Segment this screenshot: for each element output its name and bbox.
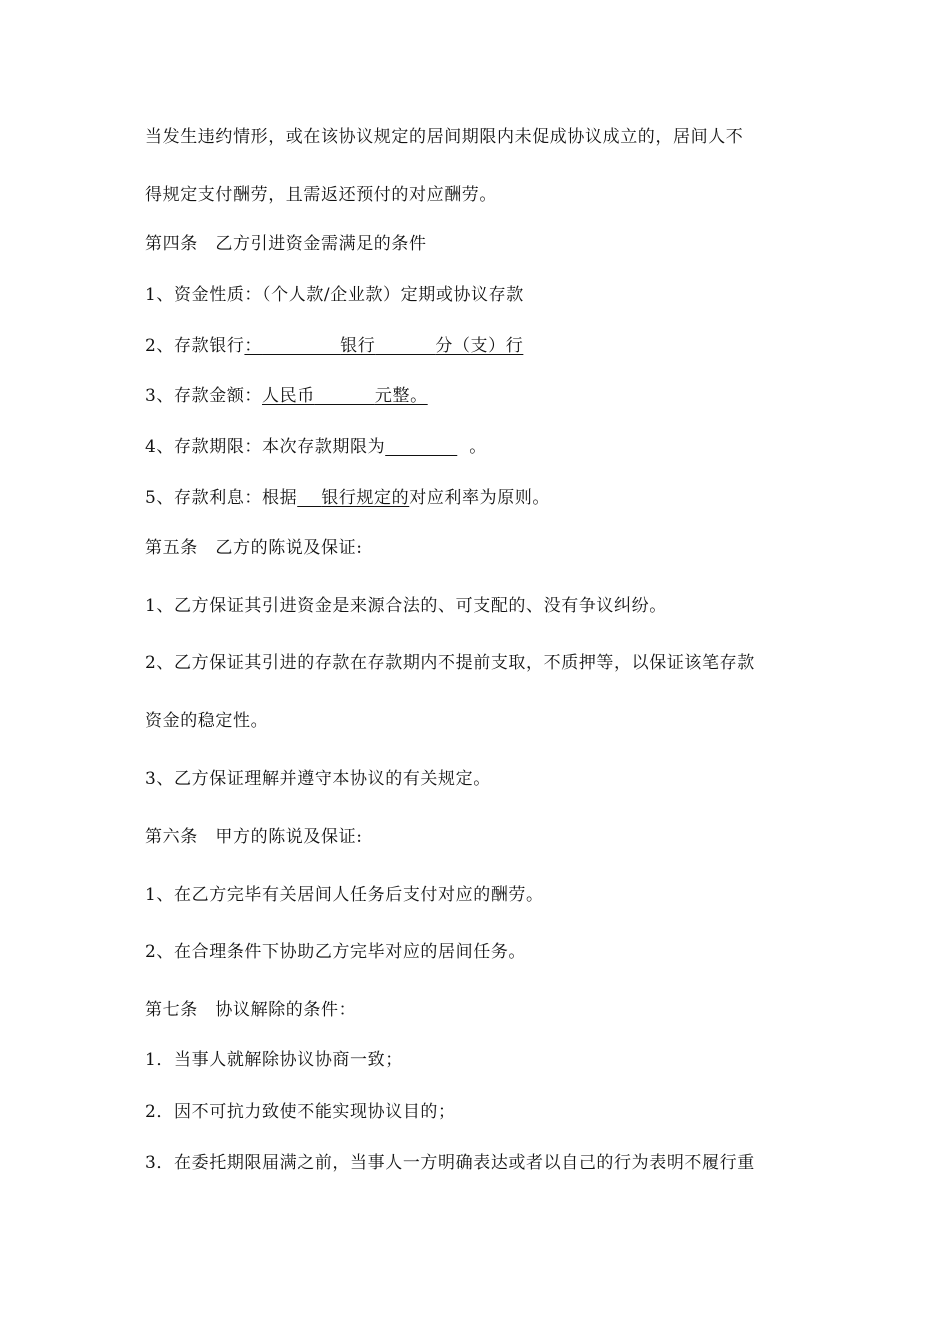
article-heading: 第五条 乙方的陈说及保证:: [145, 538, 363, 558]
field-label: 5、存款利息：根据: [145, 488, 298, 508]
bank-blank: ： 银行 分（支）行: [244, 336, 524, 356]
field-label: 2、存款银行: [145, 336, 245, 356]
list-item: 3、乙方保证理解并遵守本协议的有关规定。: [145, 769, 491, 789]
paragraph-line: 当发生违约情形，或在该协议规定的居间期限内未促成协议成立的，居间人不: [145, 127, 744, 147]
article-heading: 第四条 乙方引进资金需满足的条件: [145, 234, 427, 254]
paragraph-line: 资金的稳定性。: [145, 711, 269, 731]
field-label: 4、存款期限：本次存款期限为: [145, 437, 386, 457]
term-blank: [385, 437, 457, 457]
article-heading: 第六条 甲方的陈说及保证:: [145, 827, 363, 847]
list-item: 1、在乙方完毕有关居间人任务后支付对应的酬劳。: [145, 885, 544, 905]
list-item: 2、在合理条件下协助乙方完毕对应的居间任务。: [145, 942, 527, 962]
field-deposit-amount: [145, 385, 428, 407]
list-item: 2、乙方保证其引进的存款在存款期内不提前支取，不质押等，以保证该笔存款: [145, 653, 755, 673]
list-item: 1、乙方保证其引进资金是来源合法的、可支配的、没有争议纠纷。: [145, 596, 667, 616]
paragraph-line: 得规定支付酬劳，且需返还预付的对应酬劳。: [145, 185, 497, 205]
field-deposit-term: 4、存款期限：本次存款期限为 。: [145, 437, 487, 457]
list-item: 3．在委托期限届满之前，当事人一方明确表达或者以自己的行为表明不履行重: [145, 1153, 755, 1173]
field-deposit-interest: 5、存款利息：根据 银行规定的对应利率为原则。: [145, 488, 551, 508]
field-deposit-bank: [145, 335, 523, 357]
article-heading: 第七条 协议解除的条件：: [145, 1000, 357, 1020]
interest-blank: 银行规定的: [321, 488, 410, 508]
list-item: 1、资金性质：（个人款/企业款）定期或协议存款: [145, 285, 524, 305]
amount-blank: 人民币 元整。: [262, 386, 428, 406]
list-item: 2．因不可抗力致使不能实现协议目的；: [145, 1102, 456, 1122]
list-item: 1．当事人就解除协议协商一致；: [145, 1050, 403, 1070]
field-label: 3、存款金额：: [145, 386, 263, 406]
